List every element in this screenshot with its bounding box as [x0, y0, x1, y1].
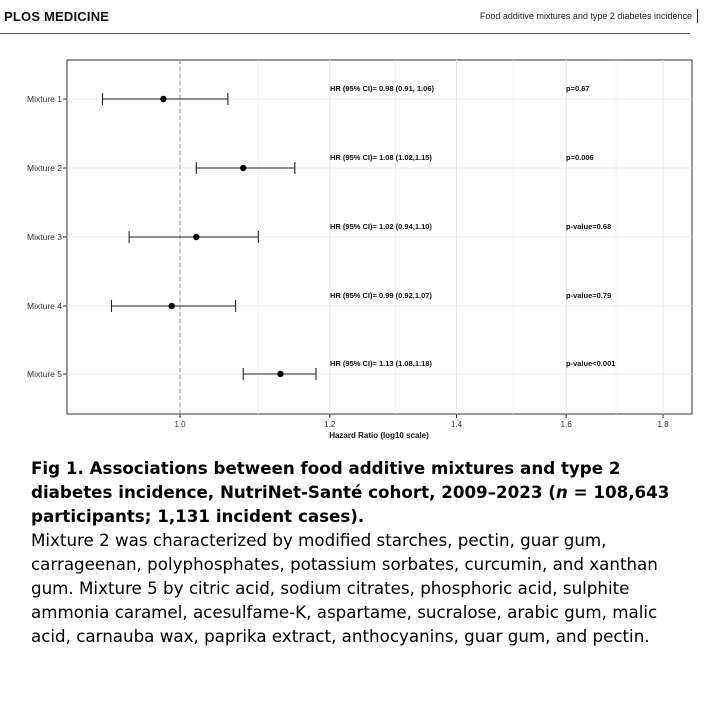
hr-annotation: HR (95% CI)= 0.98 (0.91, 1.06) [330, 84, 435, 93]
x-tick-label: 1.0 [174, 420, 186, 429]
p-value-annotation: p=0.006 [566, 153, 594, 162]
p-value-annotation: p-value=0.68 [566, 222, 612, 231]
forest-plot-figure [0, 40, 710, 440]
hr-annotation: HR (95% CI)= 0.99 (0.92,1.07) [330, 291, 432, 300]
point-estimate [169, 303, 175, 309]
journal-name: PLOS MEDICINE [4, 9, 110, 24]
forest-plot [0, 40, 710, 440]
hr-annotation: HR (95% CI)= 1.13 (1.08,1.18) [330, 359, 432, 368]
y-tick-label: Mixture 4 [27, 301, 62, 311]
caption-title: Fig 1. Associations between food additive mixtures and type 2 diabetes incidence, NutriNet-Santé cohort, 2009–2023 (n = 108,643 participants; 1,131 incident cases). [31, 458, 670, 526]
p-value-annotation: p=0.67 [566, 84, 590, 93]
x-tick-label: 1.4 [450, 420, 463, 429]
hr-annotation: HR (95% CI)= 1.02 (0.94,1.10) [330, 222, 432, 231]
page-header [0, 0, 710, 34]
p-value-annotation: p-value<0.001 [566, 359, 616, 368]
x-tick-label: 1.6 [560, 420, 572, 429]
figure-caption [31, 456, 699, 648]
point-estimate [240, 165, 246, 171]
point-estimate [160, 96, 166, 102]
y-tick-label: Mixture 5 [27, 369, 62, 379]
x-tick-label: 1.2 [324, 420, 336, 429]
header-divider [0, 33, 690, 34]
y-tick-label: Mixture 3 [27, 232, 62, 242]
point-estimate [277, 371, 283, 377]
p-value-annotation: p-value=0.79 [566, 291, 612, 300]
x-axis-title: Hazard Ratio (log10 scale) [329, 431, 429, 440]
running-title [480, 11, 692, 21]
x-tick-label: 1.8 [657, 420, 669, 429]
point-estimate [193, 234, 199, 240]
text-cursor [697, 9, 698, 23]
hr-annotation: HR (95% CI)= 1.08 (1.02,1.15) [330, 153, 432, 162]
caption-body: Mixture 2 was characterized by modified starches, pectin, guar gum, carrageenan, polyphosphates, potassium sorbates, curcumin, and xanthan gum. Mixture 5 by citric acid, sodium citrates, phosphoric acid, sulphite ammonia caramel, acesulfame-K, aspartame, sucralose, arabic gum, malic acid, carnauba wax, paprika extract, anthocyanins, guar gum, and pectin. [31, 530, 658, 646]
running-title-text: Food additive mixtures and type 2 diabetes incidence [479, 11, 692, 21]
y-tick-label: Mixture 2 [27, 163, 62, 173]
y-tick-label: Mixture 1 [27, 94, 62, 104]
